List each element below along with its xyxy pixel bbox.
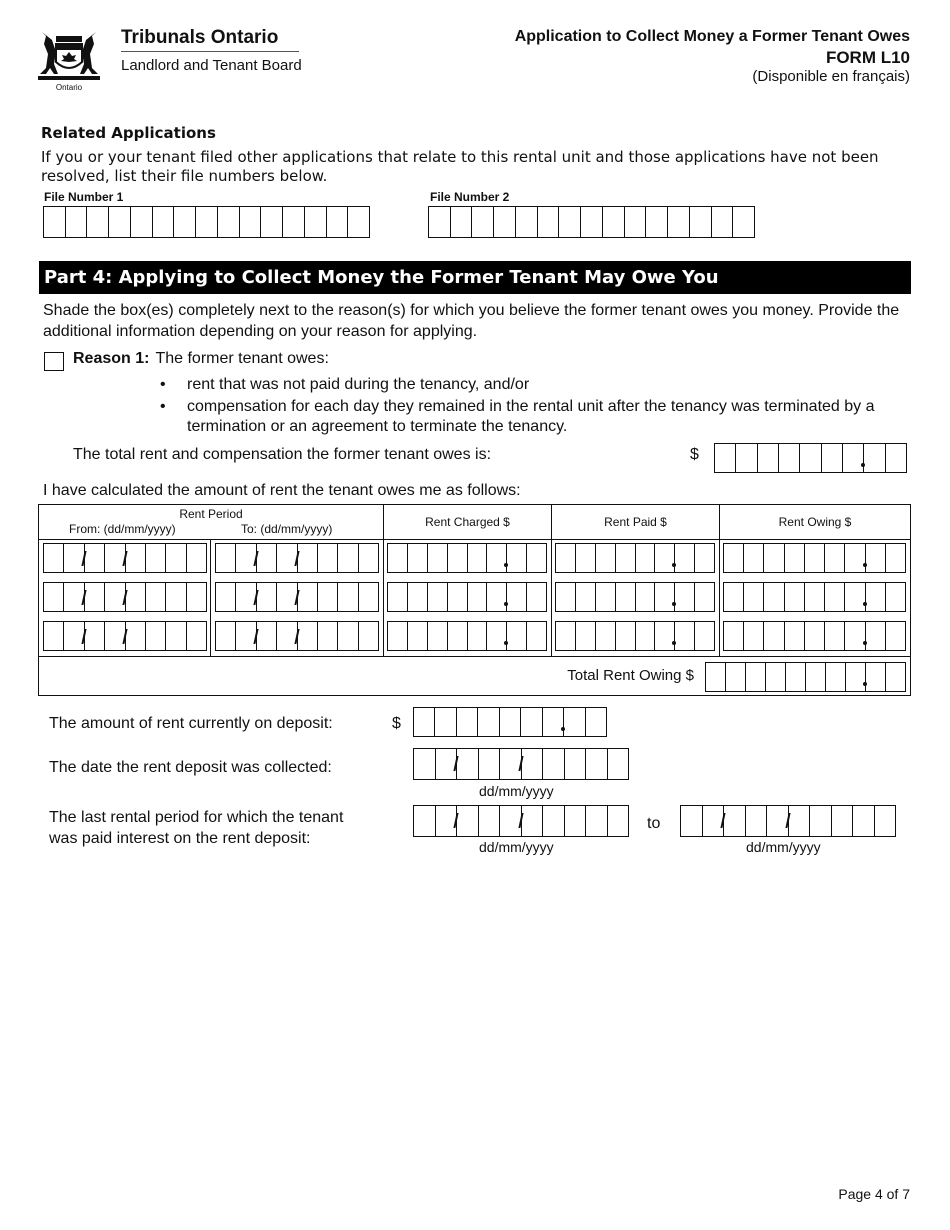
row-1-to-date-input[interactable] (215, 543, 379, 573)
interest-to-date-input[interactable] (680, 805, 896, 837)
row-3-from-date-input[interactable] (43, 621, 207, 651)
row-1-rent-paid-input[interactable] (555, 543, 715, 573)
date-format-hint: dd/mm/yyyy (479, 839, 554, 855)
total-rent-owing-label: Total Rent Owing $ (567, 667, 694, 684)
row-2-to-date-input[interactable] (215, 582, 379, 612)
interest-from-date-input[interactable] (413, 805, 629, 837)
row-1-from-date-input[interactable] (43, 543, 207, 573)
org-subtitle: Landlord and Tenant Board (121, 57, 302, 74)
reason-1 (73, 350, 329, 368)
table-divider (719, 539, 720, 656)
rent-period-title: Rent Period (179, 507, 243, 521)
row-2-rent-paid-input[interactable] (555, 582, 715, 612)
part-4-instructions: Shade the box(es) completely next to the reason(s) for which you believe the former tenant owes you money. Provide the additional information depending on your reason for applying. (43, 302, 900, 340)
rent-paid-header: Rent Paid $ (551, 505, 719, 539)
deposit-amount-label: The amount of rent currently on deposit: (49, 715, 333, 732)
row-1-rent-charged-input[interactable] (387, 543, 547, 573)
interest-period-label-line-1: The last rental period for which the tenant (49, 809, 344, 826)
row-3-to-date-input[interactable] (215, 621, 379, 651)
org-name: Tribunals Ontario (121, 27, 279, 48)
page-number: Page 4 of 7 (838, 1186, 910, 1202)
file-number-2-input[interactable] (428, 206, 755, 238)
form-title: Application to Collect Money a Former Tenant Owes (514, 28, 910, 45)
reason-1-list (160, 375, 910, 439)
table-divider (39, 539, 910, 540)
row-2-rent-owing-input[interactable] (723, 582, 906, 612)
file-number-1-label: File Number 1 (44, 190, 124, 204)
file-number-2-label: File Number 2 (430, 190, 510, 204)
from-date-header: From: (dd/mm/yyyy) (69, 522, 176, 536)
file-number-1-input[interactable] (43, 206, 370, 238)
interest-period-label-line-2: was paid interest on the rent deposit: (49, 830, 311, 847)
table-divider (39, 656, 910, 657)
dollar-sign: $ (690, 446, 699, 463)
logo-caption: Ontario (55, 83, 83, 92)
row-2-rent-charged-input[interactable] (387, 582, 547, 612)
deposit-date-label: The date the rent deposit was collected: (49, 759, 332, 776)
reason-1-label: Reason 1: (73, 350, 150, 367)
total-owed-amount-input[interactable] (714, 443, 907, 473)
list-item: • rent that was not paid during the tenancy, and/or (160, 375, 910, 395)
form-number: FORM L10 (825, 48, 910, 67)
total-owed-label: The total rent and compensation the former tenant owes is: (73, 446, 492, 463)
rent-calculation-table (38, 504, 911, 696)
rent-calculation-label: I have calculated the amount of rent the tenant owes me as follows: (43, 482, 521, 499)
org-divider (121, 51, 299, 52)
date-format-hint: dd/mm/yyyy (479, 783, 554, 799)
row-1-rent-owing-input[interactable] (723, 543, 906, 573)
deposit-amount-input[interactable] (413, 707, 607, 737)
rent-owing-header: Rent Owing $ (719, 505, 910, 539)
french-availability-note: (Disponible en français) (752, 68, 910, 85)
table-divider (551, 539, 552, 656)
row-3-rent-charged-input[interactable] (387, 621, 547, 651)
deposit-date-input[interactable] (413, 748, 629, 780)
row-3-rent-paid-input[interactable] (555, 621, 715, 651)
interest-period-label (49, 807, 343, 849)
table-divider (210, 539, 211, 656)
part-4-heading: Part 4: Applying to Collect Money the Former Tenant May Owe You (39, 261, 911, 294)
rent-period-header (39, 505, 383, 539)
row-3-rent-owing-input[interactable] (723, 621, 906, 651)
to-date-header: To: (dd/mm/yyyy) (241, 522, 333, 536)
total-rent-owing-input[interactable] (705, 662, 906, 692)
to-separator: to (647, 815, 661, 832)
table-divider (383, 539, 384, 656)
form-header (515, 26, 910, 86)
rent-charged-header: Rent Charged $ (383, 505, 551, 539)
date-format-hint: dd/mm/yyyy (746, 839, 821, 855)
reason-1-text: The former tenant owes: (155, 350, 329, 367)
row-2-from-date-input[interactable] (43, 582, 207, 612)
ontario-coat-of-arms-logo (36, 26, 102, 94)
related-applications-heading: Related Applications (41, 124, 216, 142)
related-applications-text: If you or your tenant filed other applications that relate to this rental unit and those applications have not been resolved, list their file numbers below. (41, 148, 879, 185)
dollar-sign: $ (392, 715, 401, 732)
list-item: • compensation for each day they remained in the rental unit after the tenancy was terminated by a termination or an agreement to terminate the tenancy. (160, 397, 910, 437)
reason-1-checkbox[interactable] (44, 352, 64, 371)
